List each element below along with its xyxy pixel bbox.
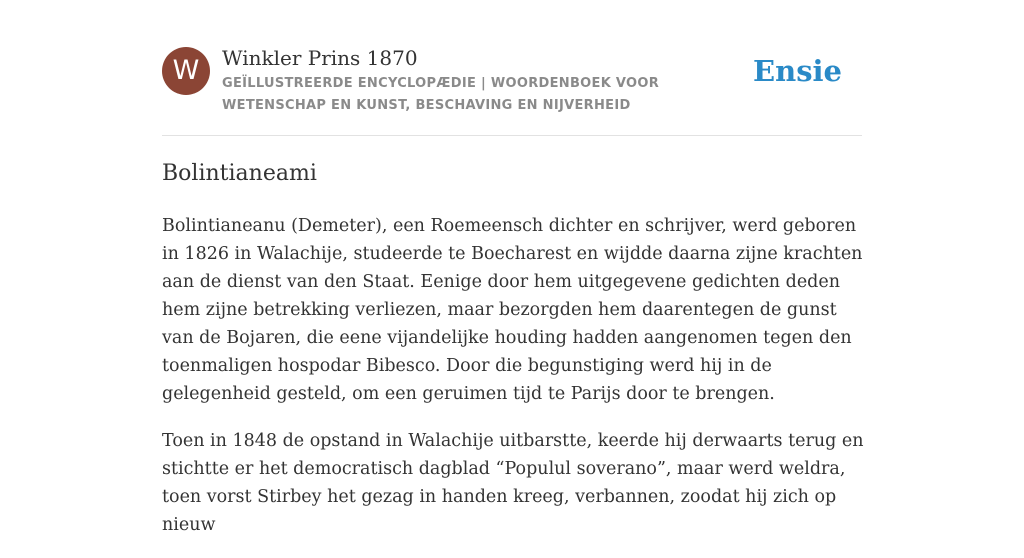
source-title[interactable]: Winkler Prins 1870 [222, 46, 418, 70]
header-divider [162, 135, 862, 136]
article-body [162, 212, 864, 558]
ensie-logo[interactable]: Ensie [753, 54, 842, 88]
source-subtitle: GEÏLLUSTREERDE ENCYCLOPÆDIE | WOORDENBOEK VOOR WETENSCHAP EN KUNST, BESCHAVING EN NIJVERHEID [222, 76, 660, 113]
article-paragraph: Toen in 1848 de opstand in Walachije uitbarstte, keerde hij derwaarts terug en stichtte er het democratisch dagblad “Populul soverano”, maar werd weldra, toen vorst Stirbey het gezag in handen kreeg, verbannen, zoodat hij zich op nieuw [162, 431, 864, 535]
source-header [162, 46, 862, 116]
source-avatar[interactable]: W [162, 47, 210, 95]
article-paragraph: Bolintianeanu (Demeter), een Roemeensch dichter en schrijver, werd geboren in 1826 in Walachije, studeerde te Boecharest en wijdde daarna zijne krachten aan de dienst van den Staat. Eenige door hem uitgegevene gedichten deden hem zijne betrekking verliezen, maar bezorgden hem daarentegen de gunst van de Bojaren, die eene vijandelijke houding hadden aangenomen tegen den toenmaligen hospodar Bibesco. Door die begunstiging werd hij in de gelegenheid gesteld, om een geruimen tijd te Parijs door te brengen. [162, 216, 863, 404]
article-title: Bolintianeami [162, 161, 317, 186]
